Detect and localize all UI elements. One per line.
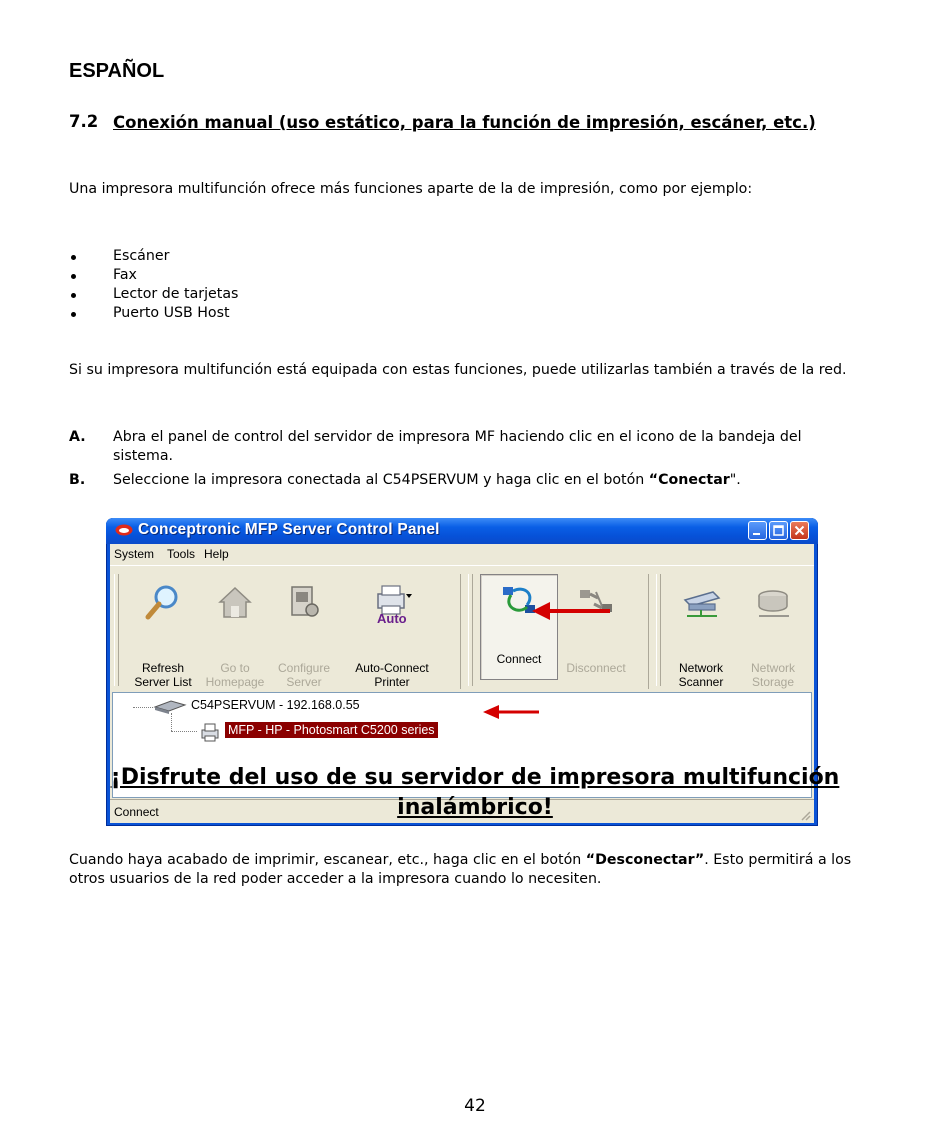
- list-item: Lector de tarjetas: [69, 285, 238, 304]
- tree-printer-node-selected[interactable]: MFP - HP - Photosmart C5200 series: [225, 722, 438, 738]
- tree-server-node[interactable]: C54PSERVUM - 192.168.0.55: [191, 698, 360, 712]
- close-icon: [791, 522, 808, 539]
- printer-icon: [199, 721, 221, 743]
- server-device-icon: [153, 699, 187, 715]
- network-paragraph: Si su impresora multifunción está equipada con estas funciones, puede utilizarlas también a través de la red.: [69, 362, 847, 378]
- step-a: A. Abra el panel de control del servidor de impresora MF haciendo clic en el icono de la bandeja del sistema.: [69, 429, 802, 464]
- toolbar: [110, 565, 814, 691]
- close-button[interactable]: [790, 521, 809, 540]
- connect-button[interactable]: Connect: [480, 574, 558, 680]
- app-logo-icon: [115, 524, 133, 536]
- maximize-icon: [770, 522, 787, 539]
- minimize-icon: [749, 522, 766, 539]
- home-icon: [215, 582, 255, 622]
- menu-tools[interactable]: Tools: [167, 547, 196, 561]
- feature-list: [69, 247, 238, 323]
- disconnect-button[interactable]: Disconnect: [558, 576, 634, 686]
- toolbar-grip[interactable]: [656, 574, 661, 686]
- list-item: Puerto USB Host: [69, 304, 238, 323]
- maximize-button[interactable]: [769, 521, 788, 540]
- status-text: Connect: [114, 805, 159, 819]
- auto-badge: Auto: [377, 611, 407, 626]
- menu-help[interactable]: Help: [204, 547, 229, 561]
- go-to-homepage-button[interactable]: Go to Homepage: [202, 576, 268, 686]
- network-storage-button[interactable]: Network Storage: [740, 576, 806, 686]
- list-item: Fax: [69, 266, 238, 285]
- section-number: 7.2: [69, 112, 99, 131]
- refresh-server-list-button[interactable]: Refresh Server List: [128, 576, 198, 686]
- menu-system[interactable]: System: [114, 547, 155, 561]
- intro-paragraph: Una impresora multifunción ofrece más funciones aparte de la de impresión, como por ejemplo:: [69, 181, 753, 197]
- network-scanner-icon: [681, 582, 721, 622]
- section-title: Conexión manual (uso estático, para la función de impresión, escáner, etc.): [113, 113, 816, 132]
- list-item: Escáner: [69, 247, 238, 266]
- minimize-button[interactable]: [748, 521, 767, 540]
- menu-bar: [110, 544, 814, 564]
- annotation-arrow-printer: [481, 702, 541, 722]
- title-bar[interactable]: [106, 518, 818, 544]
- network-storage-icon: [753, 582, 793, 622]
- annotation-arrow-connect: [530, 601, 612, 621]
- network-scanner-button[interactable]: Network Scanner: [668, 576, 734, 686]
- configure-server-button[interactable]: Configure Server: [273, 576, 335, 686]
- toolbar-grip[interactable]: [468, 574, 473, 686]
- closing-message: ¡Disfrute del uso de su servidor de impresora multifunción inalámbrico!: [110, 765, 840, 820]
- language-heading: ESPAÑOL: [69, 60, 165, 82]
- step-b: B. Seleccione la impresora conectada al C54PSERVUM y haga clic en el botón “Conectar".: [69, 472, 741, 488]
- page-number: 42: [464, 1096, 486, 1116]
- disconnect-paragraph: Cuando haya acabado de imprimir, escanear, etc., haga clic en el botón “Desconectar”. Esto permitirá a los otros usuarios de la red poder acceder a la impresora cuando lo necesiten.: [69, 852, 852, 887]
- toolbar-grip[interactable]: [114, 574, 119, 686]
- magnifier-icon: [143, 582, 183, 622]
- window-title: Conceptronic MFP Server Control Panel: [138, 521, 440, 538]
- auto-connect-printer-button[interactable]: Auto Auto-Connect Printer: [340, 576, 444, 686]
- configure-server-icon: [284, 582, 324, 622]
